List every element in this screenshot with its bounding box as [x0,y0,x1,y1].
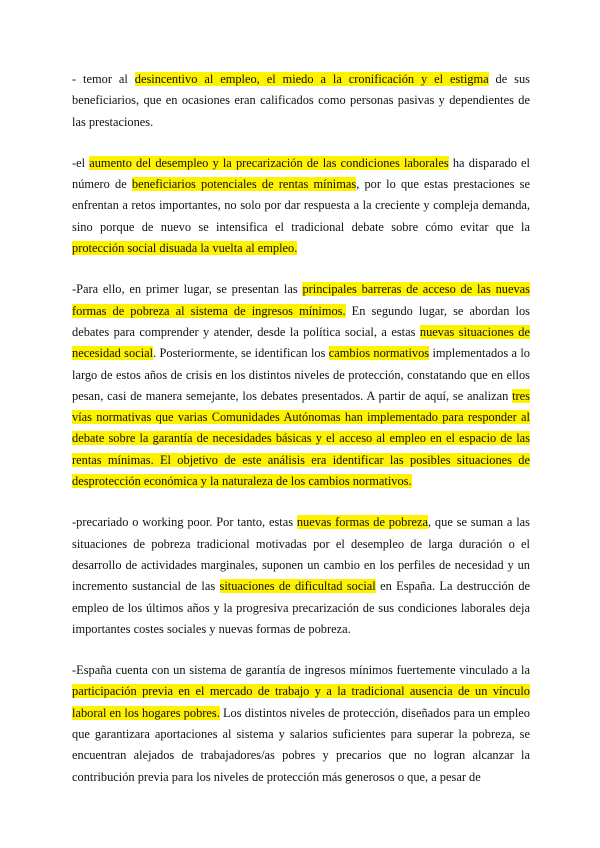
text-segment: Los distintos niveles de protección, diseñados para un empleo que garantizara aportaciones al sistema y salarios suficientes para superar la pobreza, se encuentran alejados de trabajadores/as pobres y precarios que no logran alcanzar la contribución previa para los niveles de protección más generosos o que, a pesar de [72,705,530,784]
highlighted-text: aumento del desempleo y la precarización de las condiciones laborales [89,155,449,170]
highlighted-text: beneficiarios potenciales de rentas mínimas [131,177,357,192]
highlighted-text: cambios normativos [328,346,430,361]
highlighted-text: nuevas formas de pobreza [296,515,429,530]
text-segment: -precariado o working poor. Por tanto, estas [72,515,297,530]
highlighted-text: tres vías normativas que varias Comunidades Autónomas han implementado para responder al debate sobre la garantía de necesidades básicas y el acceso al empleo en el espacio de las rentas mínimas. El objetivo de este análisis era identificar las posibles situaciones de desprotección económica y la naturaleza de los cambios normativos. [72,388,530,489]
highlighted-text: desincentivo al empleo, el miedo a la cronificación y el estigma [134,72,489,86]
text-segment: ha disparado el número de [72,155,530,192]
text-segment: En segundo lugar, se abordan los debates para comprender y atender, desde la política social, a estas [72,303,530,339]
text-segment: de sus beneficiarios, que en ocasiones eran calificados como personas pasivas y dependientes de las prestaciones. [72,72,530,129]
highlighted-text: participación previa en el mercado de trabajo y a la tradicional ausencia de un vínculo laboral en los hogares pobres. [72,684,530,720]
text-segment: -España cuenta con un sistema de garantía de ingresos mínimos fuertemente vinculado a la [72,663,530,678]
paragraph [72,69,530,133]
text-segment: , por lo que estas prestaciones se enfrentan a retos importantes, no solo por dar respuesta a la creciente y compleja demanda, sino porque de nuevo se intensifica el tradicional debate sobre cómo evitar que la [72,177,530,234]
text-segment: -Para ello, en primer lugar, se presentan las [72,282,303,297]
text-segment: , que se suman a las situaciones de pobreza tradicional motivadas por el desempleo de larga duración o el desarrollo de actividades marginales, suponen un cambio en los perfiles de necesidad y un incremento sustancial de las [72,515,530,594]
text-segment: en España. La destrucción de empleo de los últimos años y la progresiva precarización de sus condiciones laborales deja importantes costes sociales y nuevas formas de pobreza. [72,579,531,636]
highlighted-text: principales barreras de acceso de las nuevas formas de pobreza al sistema de ingresos mínimos. [72,282,530,318]
paragraph [72,660,530,788]
text-segment: . Posteriormente, se identifican los [153,346,329,361]
paragraph [72,279,530,492]
highlighted-text: nuevas situaciones de necesidad social [72,324,530,361]
highlighted-text: protección social disuada la vuelta al empleo. [72,241,298,256]
paragraph [72,153,530,259]
paragraph [72,512,530,640]
text-segment: -el [72,155,90,170]
highlighted-text: situaciones de dificultad social [219,579,376,594]
document-body [72,69,530,808]
text-segment: - temor al [72,72,135,86]
text-segment: implementados a lo largo de estos años de crisis en los distintos niveles de protección, constatando que en ellos pesan, casi de manera semejante, los debates presentados. A partir de aquí, se analizan [72,346,530,403]
